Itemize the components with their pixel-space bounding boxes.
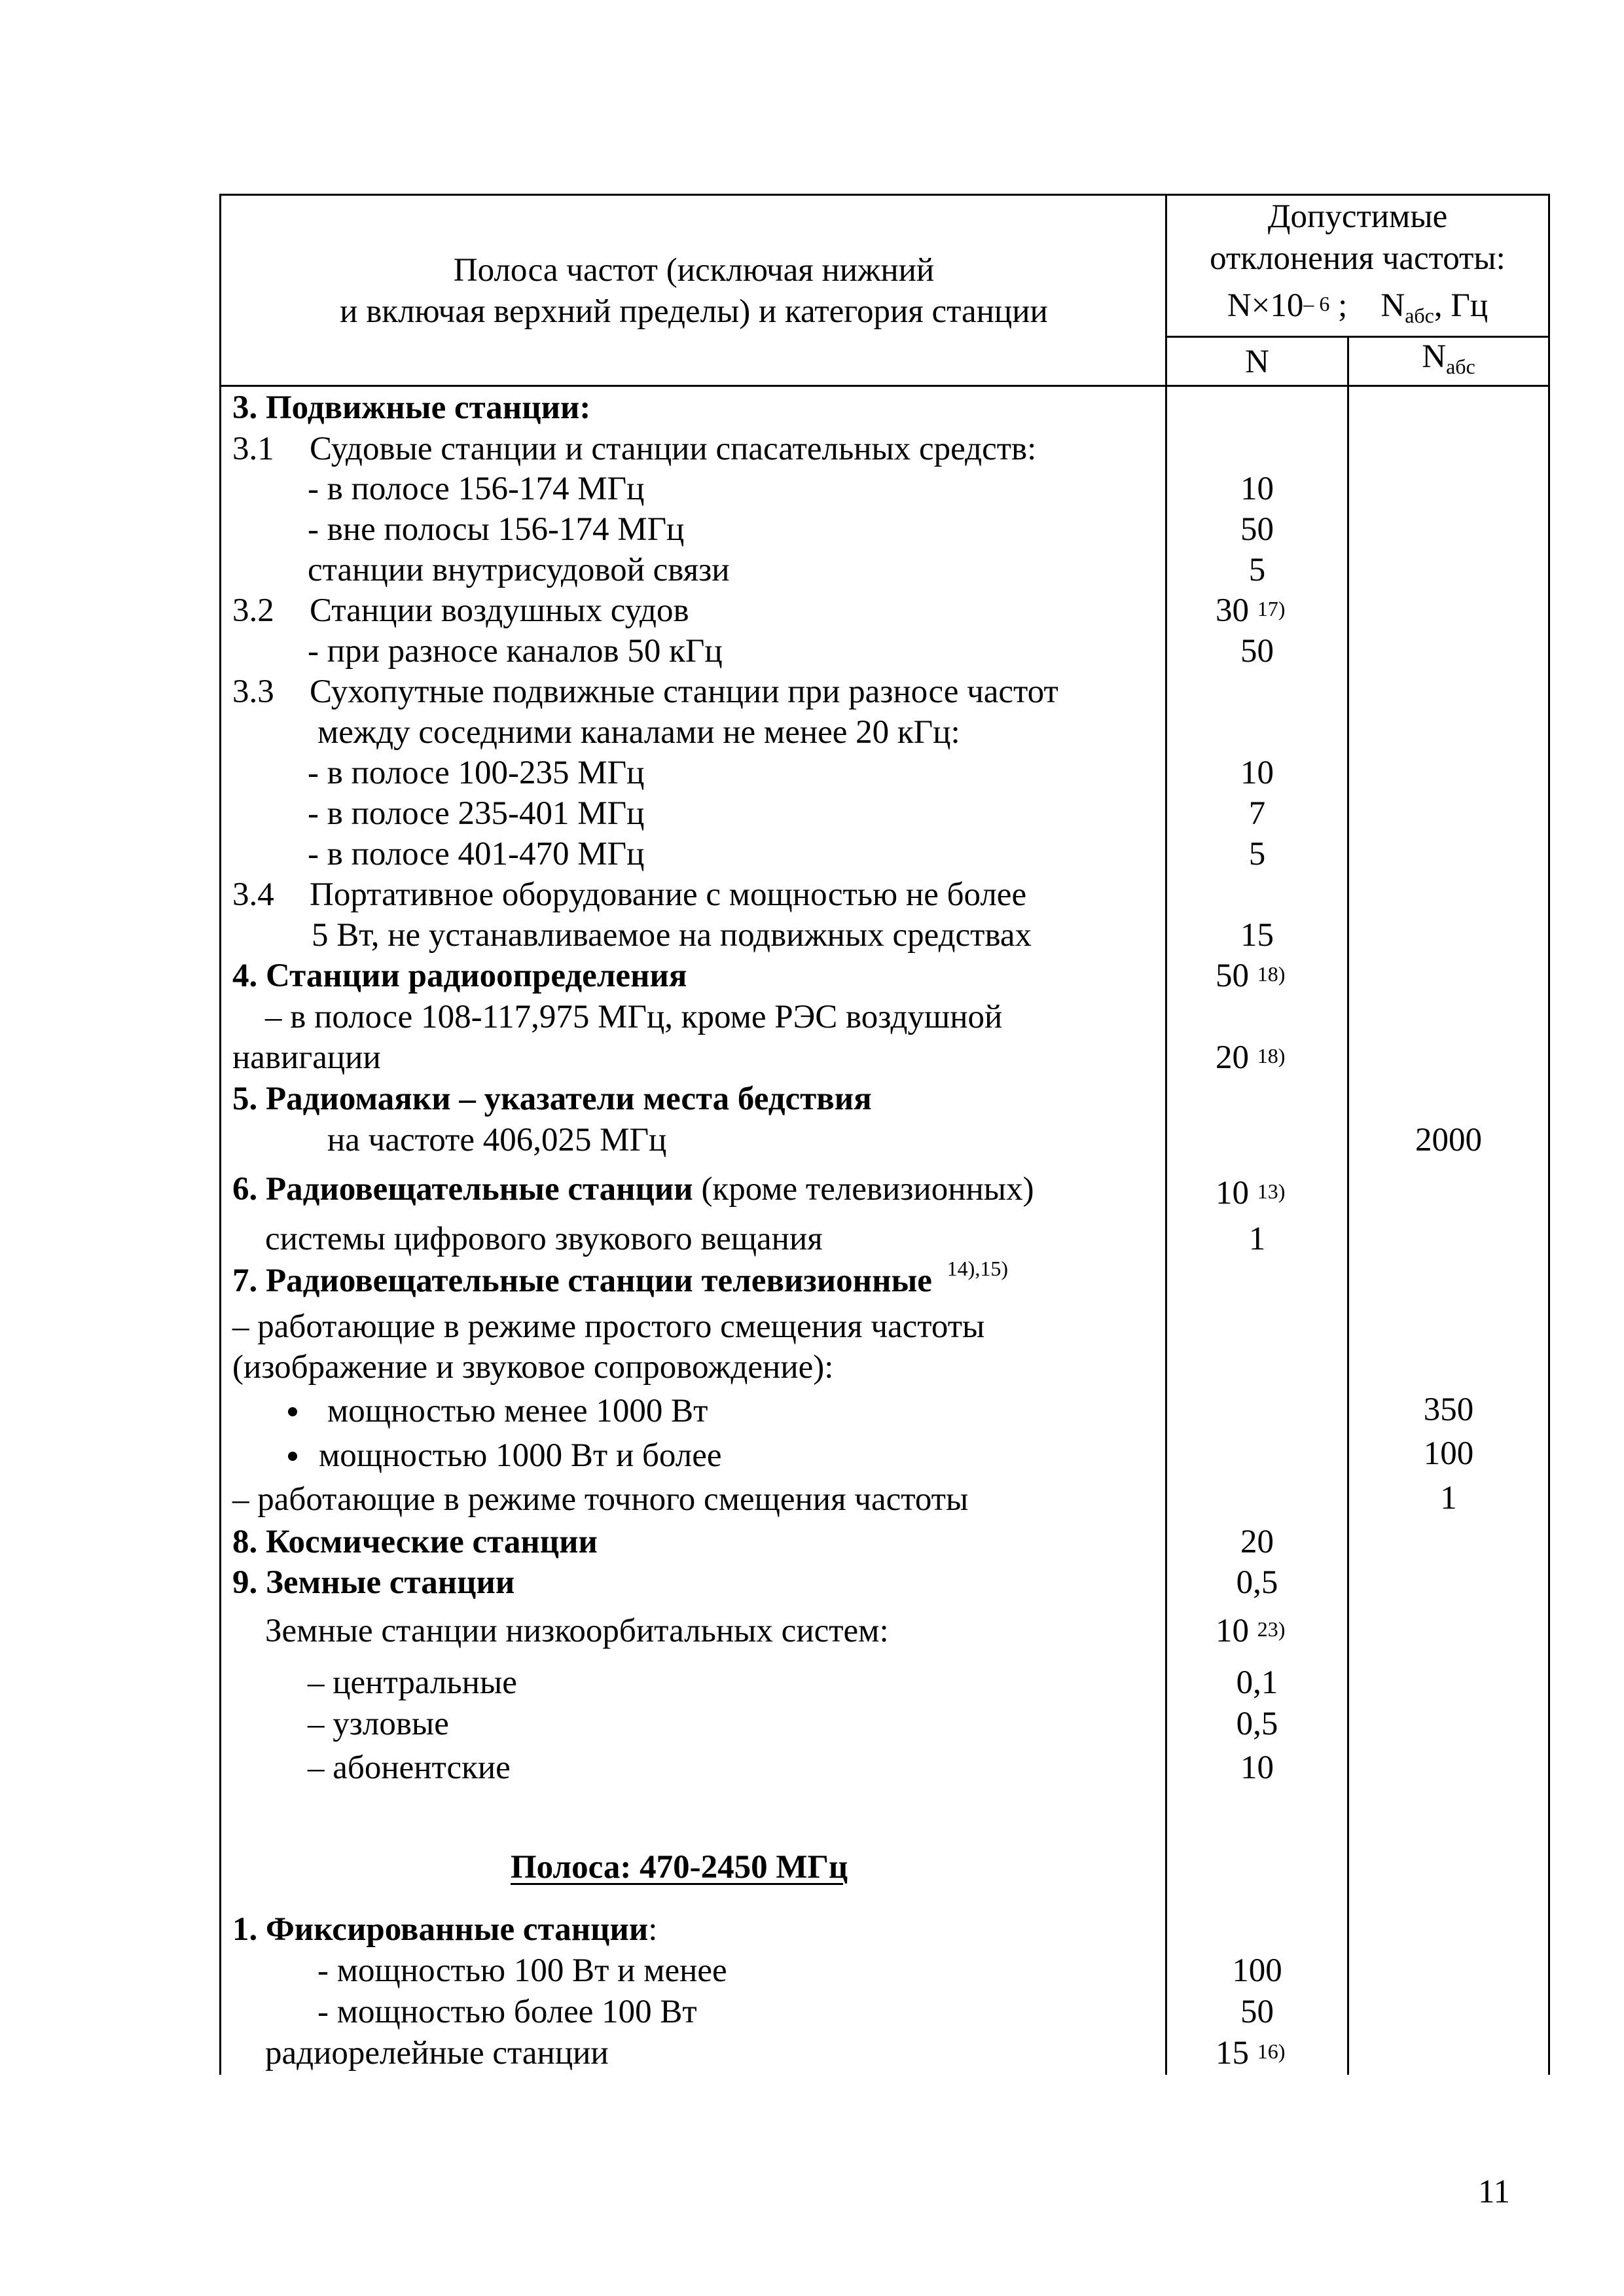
n-value: 7 xyxy=(1248,795,1266,832)
item-number-3-2: 3.2 xyxy=(232,592,274,629)
item-aircraft-stations: Станции воздушных судов xyxy=(310,592,689,629)
sub-band-401-470: - в полосе 401-470 МГц xyxy=(308,836,645,872)
n-value: 10 xyxy=(1216,1175,1249,1211)
deviation-header-formula xyxy=(1167,285,1548,329)
section-broadcasting xyxy=(232,1169,1034,1210)
sub-central: – центральные xyxy=(308,1664,517,1701)
sub-freq-406: на частоте 406,025 МГц xyxy=(327,1122,667,1158)
section-distress-beacons: 5. Радиомаяки – указатели места бедствия xyxy=(232,1081,872,1117)
section-fixed-stations xyxy=(232,1909,657,1950)
nabs-sub: абс xyxy=(1446,355,1475,378)
item-ship-stations: Судовые станции и станции спасательных средств: xyxy=(310,431,1037,467)
header-bottom-border xyxy=(219,385,1550,387)
n-footnote: 18) xyxy=(1257,962,1286,986)
n-value: 10 xyxy=(1216,1613,1249,1649)
n-value-with-note xyxy=(1216,2033,1285,2073)
n-value: 5 xyxy=(1248,552,1266,588)
sub-band-108-117: – в полосе 108-117,975 МГц, кроме РЭС воздушной xyxy=(265,999,1003,1035)
n-value: 100 xyxy=(1232,1952,1282,1989)
n-value-with-note xyxy=(1216,1037,1285,1078)
sub-radio-relay: радиорелейные станции xyxy=(265,2035,609,2072)
sub-nodal: – узловые xyxy=(308,1706,449,1742)
item-portable-cont: 5 Вт, не устанавливаемое на подвижных средствах xyxy=(312,917,1032,954)
n-value: 10 xyxy=(1240,471,1274,507)
nabs-value: 350 xyxy=(1423,1391,1474,1428)
n-value: 15 xyxy=(1240,917,1274,954)
item-portable: Портативное оборудование с мощностью не более xyxy=(310,876,1027,913)
sub-power-1000-above: мощностью 1000 Вт и более xyxy=(319,1437,722,1474)
formula-separator: ; xyxy=(1338,287,1348,324)
section-earth-stations: 9. Земные станции xyxy=(232,1564,515,1601)
n-value: 10 xyxy=(1240,1749,1274,1786)
item-land-mobile: Сухопутные подвижные станции при разносе частот xyxy=(310,673,1058,710)
sub-digital-audio: системы цифрового звукового вещания xyxy=(265,1221,823,1257)
band-header-line2: и включая верхний пределы) и категория станции xyxy=(340,293,1048,330)
fixed-stations-colon: : xyxy=(648,1911,658,1948)
nabs-value: 1 xyxy=(1440,1480,1457,1516)
column-header-n: N xyxy=(1245,344,1269,380)
table-top-border xyxy=(219,194,1550,196)
sub-leo-earth-stations: Земные станции низкоорбитальных систем: xyxy=(265,1613,889,1649)
item-number-3-1: 3.1 xyxy=(232,431,274,467)
n-value: 50 xyxy=(1240,511,1274,548)
sub-band-100-235: - в полосе 100-235 МГц xyxy=(308,755,645,791)
sub-out-band-156-174: - вне полосы 156-174 МГц xyxy=(308,511,685,548)
sub-in-band-156-174: - в полосе 156-174 МГц xyxy=(308,471,645,507)
sub-simple-offset-cont: (изображение и звуковое сопровождение): xyxy=(232,1349,834,1386)
band-header-line1: Полоса частот (исключая нижний xyxy=(453,252,935,289)
sub-power-100-less: - мощностью 100 Вт и менее xyxy=(317,1952,727,1989)
sub-power-above-100: - мощностью более 100 Вт xyxy=(317,1994,697,2030)
broadcasting-title: 6. Радиовещательные станции xyxy=(232,1171,693,1208)
sub-power-below-1000: мощностью менее 1000 Вт xyxy=(327,1393,708,1429)
item-number-3-3: 3.3 xyxy=(232,673,274,710)
nabs-letter: N xyxy=(1422,338,1447,375)
sub-channel-spacing-50: - при разносе каналов 50 кГц xyxy=(308,633,723,670)
n-value: 10 xyxy=(1240,755,1274,791)
bullet-icon xyxy=(288,1407,297,1416)
formula-exponent: – 6 xyxy=(1303,292,1330,315)
table-left-border xyxy=(219,194,221,2075)
section-tv-broadcasting xyxy=(232,1257,1008,1301)
n-value: 15 xyxy=(1216,2035,1249,2072)
nabs-value: 2000 xyxy=(1415,1122,1482,1158)
n-value: 5 xyxy=(1248,836,1266,872)
n-footnote: 18) xyxy=(1257,1044,1286,1067)
n-footnote: 13) xyxy=(1257,1179,1286,1203)
nabs-value: 100 xyxy=(1423,1435,1474,1472)
n-value: 0,5 xyxy=(1236,1706,1278,1742)
n-value: 20 xyxy=(1240,1524,1274,1560)
deviation-header-line2: отклонения частоты: xyxy=(1210,240,1506,277)
column-divider-n xyxy=(1347,336,1349,2075)
n-value: 50 xyxy=(1240,1994,1274,2030)
deviation-header-line1: Допустимые xyxy=(1267,198,1448,235)
section-mobile-stations: 3. Подвижные станции: xyxy=(232,389,591,426)
n-value-with-note xyxy=(1216,1173,1285,1213)
sub-subscriber: – абонентские xyxy=(308,1749,511,1786)
n-value-with-note xyxy=(1216,590,1285,631)
column-header-nabs xyxy=(1349,336,1548,380)
n-footnote: 23) xyxy=(1257,1617,1286,1641)
tv-broadcasting-footnote: 14),15) xyxy=(947,1257,1008,1280)
sub-onboard-comm: станции внутрисудовой связи xyxy=(308,552,730,588)
n-value: 50 xyxy=(1216,958,1249,994)
section-radiodetermination: 4. Станции радиоопределения xyxy=(232,958,687,994)
formula-nabs: N xyxy=(1380,287,1405,324)
item-land-mobile-cont: между соседними каналами не менее 20 кГц: xyxy=(317,714,960,751)
n-value: 30 xyxy=(1216,592,1249,629)
item-number-3-4: 3.4 xyxy=(232,876,274,913)
sub-band-235-401: - в полосе 235-401 МГц xyxy=(308,795,645,832)
sub-precise-offset: – работающие в режиме точного смещения частоты xyxy=(232,1481,969,1518)
formula-n: N×10 xyxy=(1227,287,1304,324)
n-value: 0,1 xyxy=(1236,1664,1278,1701)
section-space-stations: 8. Космические станции xyxy=(232,1524,598,1560)
n-value-with-note xyxy=(1216,956,1285,996)
sub-navigation: навигации xyxy=(232,1039,381,1076)
n-value: 50 xyxy=(1240,633,1274,670)
page-number: 11 xyxy=(1478,2174,1511,2210)
n-value: 0,5 xyxy=(1236,1564,1278,1601)
n-footnote: 17) xyxy=(1257,597,1286,620)
formula-unit: , Гц xyxy=(1434,287,1489,324)
tv-broadcasting-title: 7. Радиовещательные станции телевизионные xyxy=(232,1263,932,1299)
n-value: 20 xyxy=(1216,1039,1249,1076)
n-value-with-note xyxy=(1216,1611,1285,1651)
n-value: 1 xyxy=(1248,1221,1266,1257)
band-heading-470-2450: Полоса: 470-2450 МГц xyxy=(511,1849,848,1886)
table-right-border xyxy=(1548,194,1550,2075)
sub-simple-offset: – работающие в режиме простого смещения частоты xyxy=(232,1308,985,1345)
bullet-icon xyxy=(288,1452,297,1461)
broadcasting-note: (кроме телевизионных) xyxy=(693,1171,1034,1208)
fixed-stations-title: 1. Фиксированные станции xyxy=(232,1911,649,1948)
formula-nabs-sub: абс xyxy=(1405,304,1434,327)
n-footnote: 16) xyxy=(1257,2039,1286,2063)
